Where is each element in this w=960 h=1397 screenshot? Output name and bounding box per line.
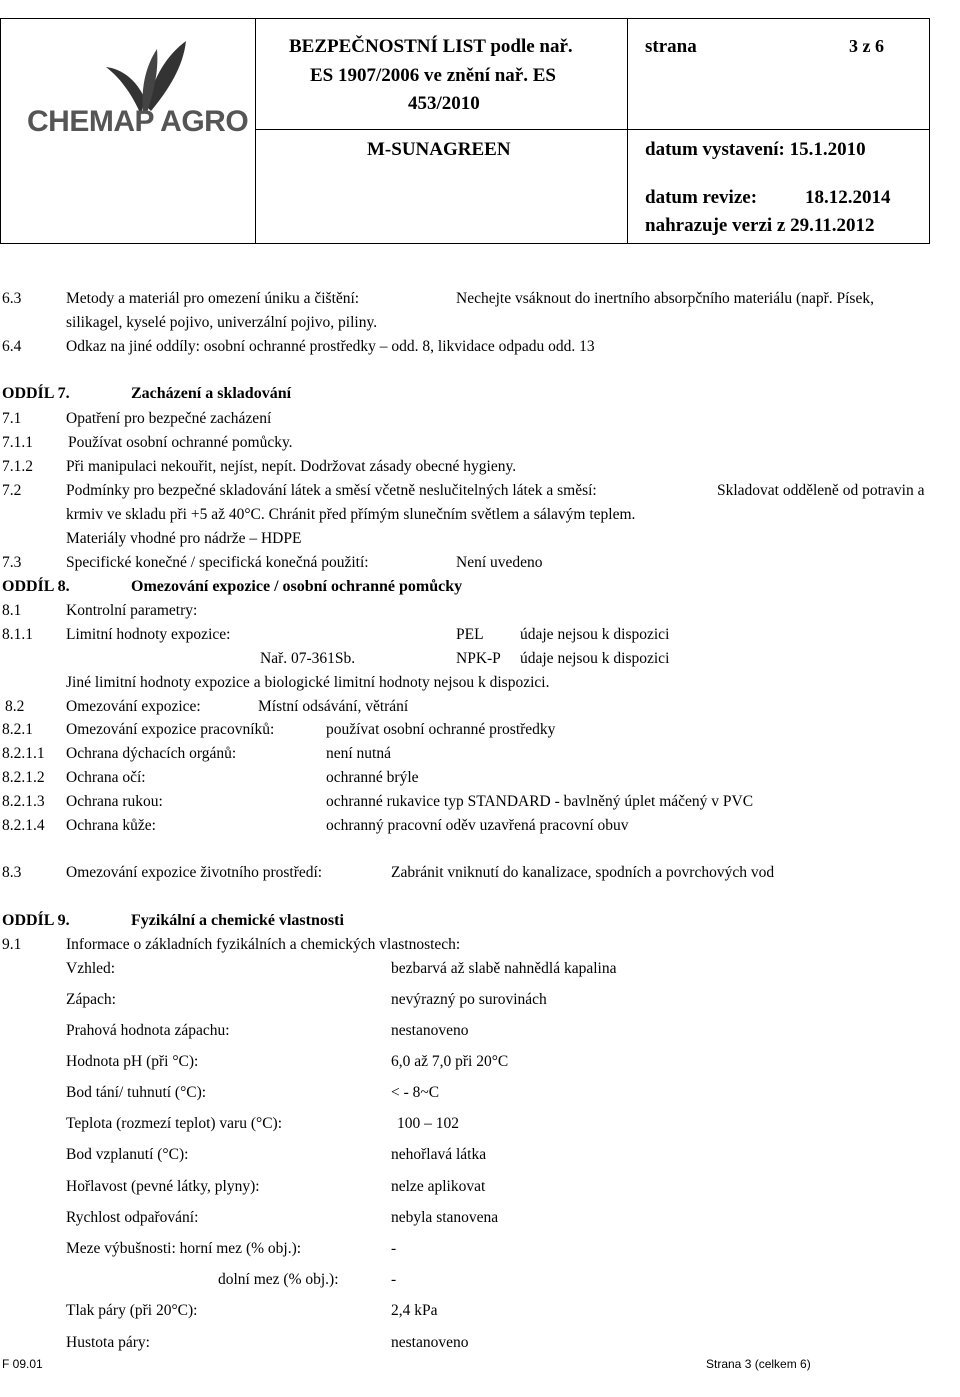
row-number: 8.1.1 [2,626,33,643]
row-value: není nutná [326,745,391,762]
row-text: Ochrana rukou: [66,793,163,810]
section-8-title: Omezování expozice / osobní ochranné pomůcky [131,578,463,595]
title-cell [255,19,628,130]
row-value: ochranný pracovní oděv uzavřená pracovní obuv [326,817,629,834]
row-number: 8.2.1.2 [2,769,45,786]
row-number: 7.1.1 [2,434,33,451]
npk-value: údaje nejsou k dispozici [520,650,670,667]
property-label: Hodnota pH (při °C): [66,1053,199,1070]
property-value: < - 8~C [391,1084,440,1101]
row-text: Podmínky pro bezpečné skladování látek a směsí včetně neslučitelných látek a směsí: [66,482,597,499]
property-label: Teplota (rozmezí teplot) varu (°C): [66,1115,283,1132]
title-line-3: 453/2010 [408,93,480,114]
row-value: používat osobní ochranné prostředky [326,721,556,738]
product-name: M-SUNAGREEN [367,139,511,160]
property-label: Vzhled: [66,960,116,977]
section-9-number: ODDÍL 9. [2,912,70,929]
property-label: Bod vzplanutí (°C): [66,1146,189,1163]
page-value: 3 z 6 [849,36,884,56]
section-text: Metody a materiál pro omezení úniku a čištění: [66,290,360,307]
row-text: Limitní hodnoty expozice: [66,626,231,643]
section-value: Nechejte vsáknout do inertního absorpčního materiálu (např. Písek, [456,290,874,307]
row-number: 8.1 [2,602,22,619]
property-value: 2,4 kPa [391,1302,438,1319]
property-value: nelze aplikovat [391,1178,486,1195]
other-limits-text: Jiné limitní hodnoty expozice a biologické limitní hodnoty nejsou k dispozici. [66,674,550,691]
logo-cell [1,19,256,243]
row-number: 9.1 [2,936,22,953]
property-label: Hustota páry: [66,1334,150,1351]
pel-label: PEL [456,626,484,643]
property-label: Zápach: [66,991,116,1008]
row-number: 7.2 [2,482,22,499]
row-number: 7.1.2 [2,458,33,475]
section-text-continued: silikagel, kyselé pojivo, univerzální pojivo, piliny. [66,314,378,331]
property-value: nestanoveno [391,1334,469,1351]
logo-text: CHEMAP AGRO [27,105,249,138]
row-text: Omezování expozice životního prostředí: [66,864,323,881]
property-value: nevýrazný po surovinách [391,991,547,1008]
row-value: Není uvedeno [456,554,543,571]
pel-value: údaje nejsou k dispozici [520,626,670,643]
property-label: Hořlavost (pevné látky, plyny): [66,1178,260,1195]
property-value: nestanoveno [391,1022,469,1039]
row-value: Zabránit vniknutí do kanalizace, spodních a povrchových vod [391,864,775,881]
row-text: Kontrolní parametry: [66,602,198,619]
section-text: Odkaz na jiné oddíly: osobní ochranné prostředky – odd. 8, likvidace odpadu odd. 13 [66,338,595,355]
property-label: Rychlost odpařování: [66,1209,199,1226]
product-cell [255,129,628,243]
footer-page-info: Strana 3 (celkem 6) [706,1357,811,1371]
regulation-label: Nař. 07-361Sb. [260,650,356,667]
property-label: Prahová hodnota zápachu: [66,1022,230,1039]
row-text-continued: krmiv ve skladu při +5 až 40°C. Chránit před přímým slunečním světlem a sálavým teplem. [66,506,636,523]
property-value: - [391,1240,397,1257]
issue-date: datum vystavení: 15.1.2010 [645,139,866,160]
revision-label: datum revize: [645,187,758,208]
row-value: ochranné brýle [326,769,419,786]
row-number: 8.3 [2,864,22,881]
section-7-number: ODDÍL 7. [2,385,70,402]
row-text: Specifické konečné / specifická konečná použití: [66,554,369,571]
title-line-2: ES 1907/2006 ve znění nař. ES [310,65,556,86]
property-label: Bod tání/ tuhnutí (°C): [66,1084,207,1101]
npk-label: NPK-P [456,650,501,667]
row-text: Omezování expozice pracovníků: [66,721,275,738]
row-text: Při manipulaci nekouřit, nejíst, nepít. Dodržovat zásady obecné hygieny. [66,458,517,475]
row-number: 8.2.1.3 [2,793,45,810]
property-value: 6,0 až 7,0 při 20°C [391,1053,509,1070]
row-text: Ochrana dýchacích orgánů: [66,745,237,762]
section-num: 6.3 [2,290,22,307]
section-7-title: Zacházení a skladování [131,385,292,402]
section-8-number: ODDÍL 8. [2,578,70,595]
section-num: 6.4 [2,338,22,355]
row-value: ochranné rukavice typ STANDARD - bavlněný úplet máčený v PVC [326,793,754,810]
property-value: nehořlavá látka [391,1146,487,1163]
row-number: 7.3 [2,554,22,571]
section-9-title: Fyzikální a chemické vlastnosti [131,912,344,929]
row-text: Používat osobní ochranné pomůcky. [68,434,293,451]
property-value: - [391,1271,397,1288]
row-text: Omezování expozice: [66,698,201,715]
property-value: 100 – 102 [397,1115,459,1132]
row-text: Ochrana kůže: [66,817,156,834]
title-line-1: BEZPEČNOSTNÍ LIST podle nař. [289,36,573,57]
page-label: strana [645,36,697,57]
replaces-version: nahrazuje verzi z 29.11.2012 [645,215,875,236]
property-label: Tlak páry (při 20°C): [66,1302,198,1319]
row-number: 8.2.1.4 [2,817,45,834]
property-value: bezbarvá až slabě nahnědlá kapalina [391,960,617,977]
row-number: 8.2.1.1 [2,745,45,762]
row-value: Skladovat odděleně od potravin a [717,482,925,499]
footer-form-code: F 09.01 [2,1357,43,1371]
row-number: 8.2 [5,698,25,715]
row-number: 7.1 [2,410,22,427]
document-header [0,18,930,244]
row-number: 8.2.1 [2,721,33,738]
property-label: Meze výbušnosti: horní mez (% obj.): [66,1240,302,1257]
row-text: Opatření pro bezpečné zacházení [66,410,272,427]
row-text-continued: Materiály vhodné pro nádrže – HDPE [66,530,302,547]
dates-cell [627,129,929,243]
revision-date: 18.12.2014 [805,187,891,208]
row-text: Ochrana očí: [66,769,146,786]
property-label: dolní mez (% obj.): [218,1271,339,1288]
row-text: Informace o základních fyzikálních a chemických vlastnostech: [66,936,461,953]
row-value: Místní odsávání, větrání [258,698,409,715]
property-value: nebyla stanovena [391,1209,499,1226]
page-cell [627,19,929,130]
